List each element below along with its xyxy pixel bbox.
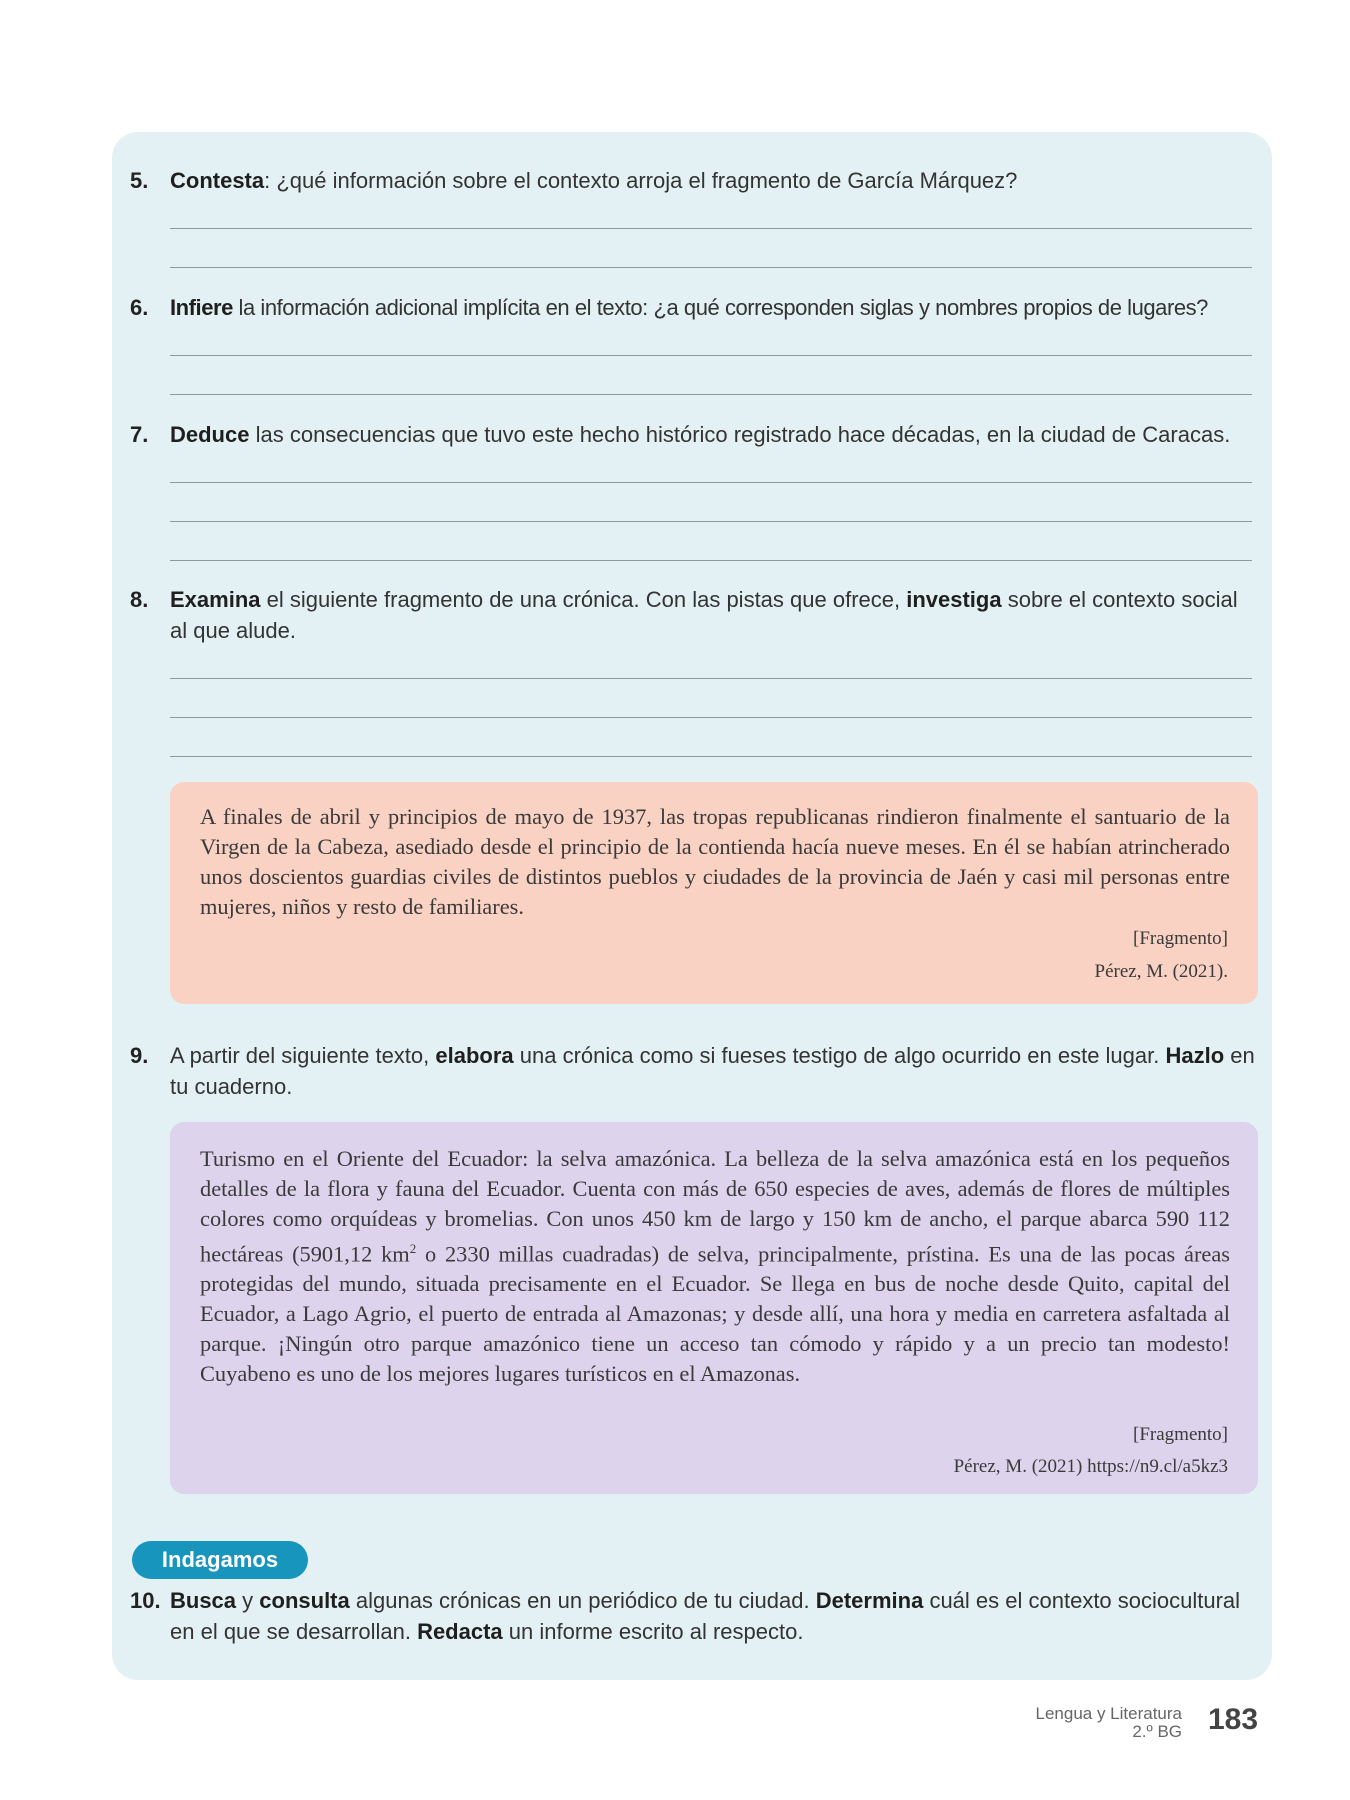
question-text: en tu cuaderno. bbox=[170, 1043, 1255, 1099]
question-verb: Contesta bbox=[170, 168, 265, 193]
question-number: 6. bbox=[130, 295, 149, 320]
question-text: A partir del siguiente texto, bbox=[170, 1043, 436, 1068]
answer-line[interactable] bbox=[170, 560, 1252, 561]
page-footer bbox=[1036, 1705, 1183, 1741]
answer-line[interactable] bbox=[170, 228, 1252, 229]
question-text: las consecuencias que tuvo este hecho histórico registrado hace décadas, en la ciudad de Caracas. bbox=[249, 422, 1231, 447]
question-verb: Redacta bbox=[417, 1619, 503, 1644]
question-text: una crónica como si fueses testigo de algo ocurrido en este lugar. bbox=[513, 1043, 1166, 1068]
question-text: sobre el contexto social al que alude. bbox=[170, 587, 1238, 643]
answer-line[interactable] bbox=[170, 756, 1252, 757]
answer-line[interactable] bbox=[170, 267, 1252, 268]
question-text: : ¿qué información sobre el contexto arroja el fragmento de García Márquez? bbox=[264, 168, 1018, 193]
question-9 bbox=[130, 1040, 1260, 1102]
question-number: 5. bbox=[130, 168, 149, 193]
fragment-source: Pérez, M. (2021). bbox=[1094, 961, 1228, 982]
question-text: la información adicional implícita en el texto: ¿a qué corresponden siglas y nombres propios de lugares? bbox=[232, 295, 1208, 320]
question-text: cuál es el contexto sociocultural en el que se desarrollan. bbox=[170, 1588, 1241, 1644]
fragment-source: Pérez, M. (2021) https://n9.cl/a5kz3 bbox=[953, 1456, 1228, 1477]
question-verb: elabora bbox=[435, 1043, 514, 1068]
fragment-label: [Fragmento] bbox=[1133, 1424, 1228, 1445]
question-number: 10. bbox=[130, 1588, 161, 1613]
question-text: algunas crónicas en un periódico de tu ciudad. bbox=[349, 1588, 816, 1613]
subject-label: Lengua y Literatura bbox=[1035, 1704, 1182, 1723]
question-number: 9. bbox=[130, 1043, 149, 1068]
question-10 bbox=[130, 1585, 1260, 1647]
chronicle-fragment-box bbox=[170, 782, 1258, 1004]
answer-line[interactable] bbox=[170, 717, 1252, 718]
question-number: 7. bbox=[130, 422, 149, 447]
question-text: y bbox=[236, 1588, 260, 1613]
tourism-text-part: Turismo en el Oriente del Ecuador: la selva amazónica. La belleza de la selva amazónica está en los pequeños detalles de la flora y fauna del Ecuador. Cuenta con más de 650 especies de aves, además de flores de múltiples colores como orquídeas y bromelias. Con unos 450 km de largo y 150 km de ancho, el parque abarca 590 112 hectáreas (5901,12 km bbox=[200, 1146, 1230, 1267]
section-badge: Indagamos bbox=[132, 1541, 308, 1579]
question-number: 8. bbox=[130, 587, 149, 612]
question-text: el siguiente fragmento de una crónica. Con las pistas que ofrece, bbox=[260, 587, 907, 612]
page-number: 183 bbox=[1208, 1703, 1259, 1736]
answer-line[interactable] bbox=[170, 521, 1252, 522]
question-verb: Busca bbox=[170, 1588, 237, 1613]
answer-line[interactable] bbox=[170, 355, 1252, 356]
question-6 bbox=[130, 292, 1260, 323]
question-5 bbox=[130, 165, 1260, 196]
question-verb: Infiere bbox=[170, 295, 233, 320]
tourism-text bbox=[200, 1144, 1230, 1389]
grade-label: 2.º BG bbox=[1132, 1722, 1182, 1741]
fragment-text: A finales de abril y principios de mayo de 1937, las tropas republicanas rindieron finalmente el santuario de la Virgen de la Cabeza, asediado desde el principio de la contienda hacía nueve meses. En él se habían atrincherado unos doscientos guardias civiles de distintos pueblos y ciudades de la provincia de Jaén y casi mil personas entre mujeres, niños y resto de familiares. bbox=[200, 804, 1230, 919]
superscript: 2 bbox=[409, 1241, 417, 1256]
tourism-text-part: o 2330 millas cuadradas) de selva, principalmente, prístina. Es una de las pocas áreas protegidas del mundo, situada precisamente en el Ecuador. Se llega en bus de noche desde Quito, capital del Ecuador, a Lago Agrio, el puerto de entrada al Amazonas; y desde allí, una hora y media en carretera asfaltada al parque. ¡Ningún otro parque amazónico tiene un acceso tan cómodo y rápido y a un precio tan modesto! Cuyabeno es uno de los mejores lugares turísticos en el Amazonas. bbox=[200, 1241, 1230, 1387]
question-7 bbox=[130, 419, 1260, 450]
question-verb: Deduce bbox=[170, 422, 250, 447]
question-verb: consulta bbox=[259, 1588, 350, 1613]
question-8 bbox=[130, 584, 1260, 646]
tourism-text-box bbox=[170, 1122, 1258, 1494]
answer-line[interactable] bbox=[170, 678, 1252, 679]
question-verb: Hazlo bbox=[1165, 1043, 1225, 1068]
answer-line[interactable] bbox=[170, 394, 1252, 395]
answer-line[interactable] bbox=[170, 482, 1252, 483]
question-verb: investiga bbox=[906, 587, 1002, 612]
question-verb: Examina bbox=[170, 587, 261, 612]
fragment-label: [Fragmento] bbox=[1133, 928, 1228, 949]
question-verb: Determina bbox=[815, 1588, 924, 1613]
question-text: un informe escrito al respecto. bbox=[502, 1619, 804, 1644]
